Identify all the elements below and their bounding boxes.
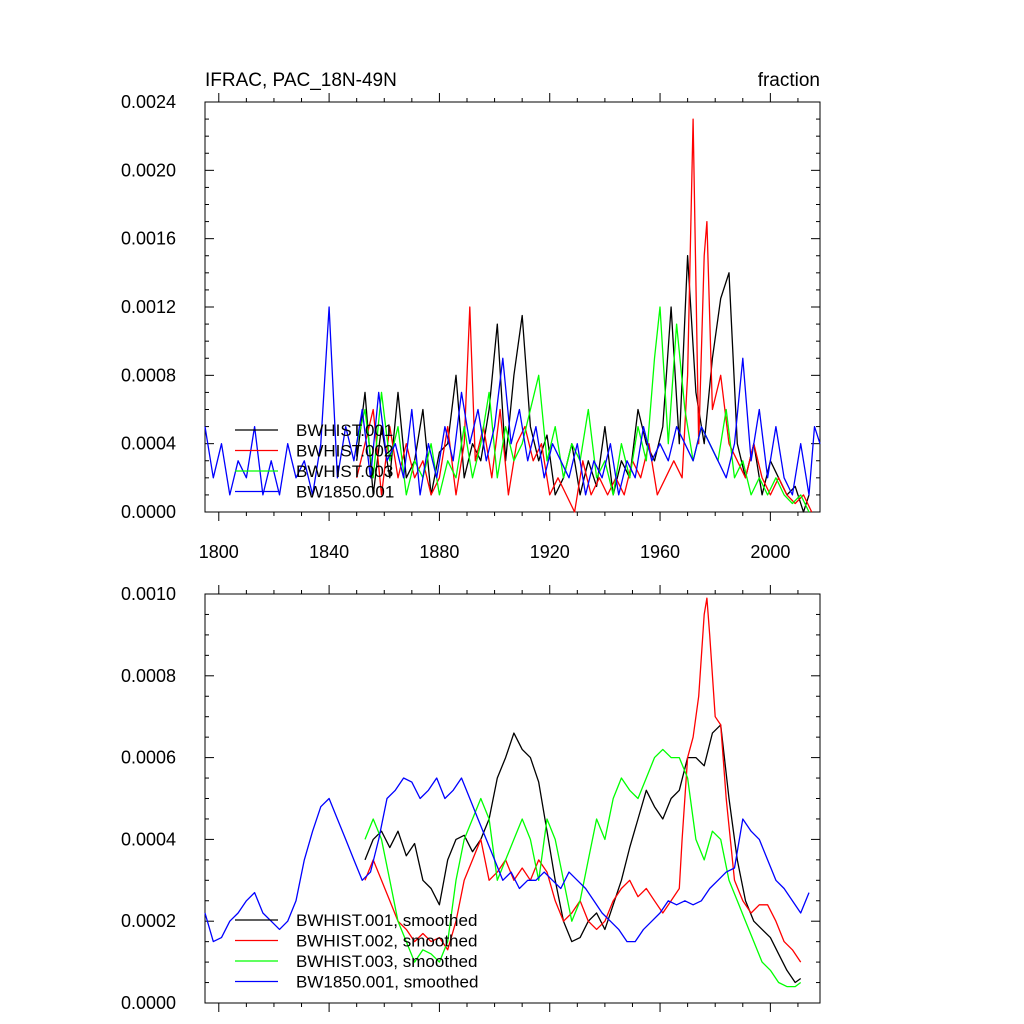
top-y-tick-label: 0.0008	[120, 365, 176, 386]
top-x-tick-label: 1880	[419, 542, 460, 562]
bottom-y-tick-label: 0.0008	[120, 665, 176, 686]
bottom-legend-label-bwhist-003-smoothed: BWHIST.003, smoothed	[296, 952, 478, 971]
bottom-legend-label-bwhist-001-smoothed: BWHIST.001, smoothed	[296, 911, 478, 930]
top-y-tick-label: 0.0012	[120, 297, 176, 317]
bottom-series-line-bwhist-002-smoothed	[365, 598, 801, 962]
top-legend-label-bwhist-003: BWHIST.003	[296, 462, 394, 481]
top-panel	[121, 92, 820, 562]
bottom-y-tick-label: 0.0010	[120, 584, 176, 604]
bottom-legend-label-bw1850-001-smoothed: BW1850.001, smoothed	[296, 972, 479, 992]
top-legend-label-bw1850-001: BW1850.001	[296, 482, 395, 502]
bottom-y-tick-label: 0.0004	[120, 829, 176, 850]
bottom-y-tick-label: 0.0002	[120, 911, 176, 932]
top-y-tick-label: 0.0004	[120, 433, 176, 454]
bottom-y-tick-label: 0.0006	[120, 747, 176, 768]
top-legend-label-bwhist-002: BWHIST.002	[296, 441, 394, 461]
top-y-tick-label: 0.0000	[120, 502, 176, 522]
top-x-tick-label: 2000	[750, 542, 791, 562]
bottom-legend-label-bwhist-002-smoothed: BWHIST.002, smoothed	[296, 931, 478, 951]
top-x-tick-label: 1920	[529, 542, 570, 562]
top-x-tick-label: 1800	[198, 542, 239, 562]
chart-title-left: IFRAC, PAC_18N-49N	[205, 70, 397, 91]
top-y-tick-label: 0.0016	[120, 228, 176, 249]
bottom-panel	[121, 584, 820, 1013]
top-x-tick-label: 1840	[309, 542, 350, 562]
top-series-line-bwhist-002	[357, 119, 812, 512]
top-legend-label-bwhist-001: BWHIST.001	[296, 421, 394, 440]
top-y-tick-label: 0.0020	[120, 160, 176, 181]
bottom-y-tick-label: 0.0000	[120, 993, 176, 1013]
chart-title-units: fraction	[757, 70, 820, 91]
top-x-tick-label: 1960	[640, 542, 681, 562]
top-y-tick-label: 0.0024	[120, 92, 176, 112]
